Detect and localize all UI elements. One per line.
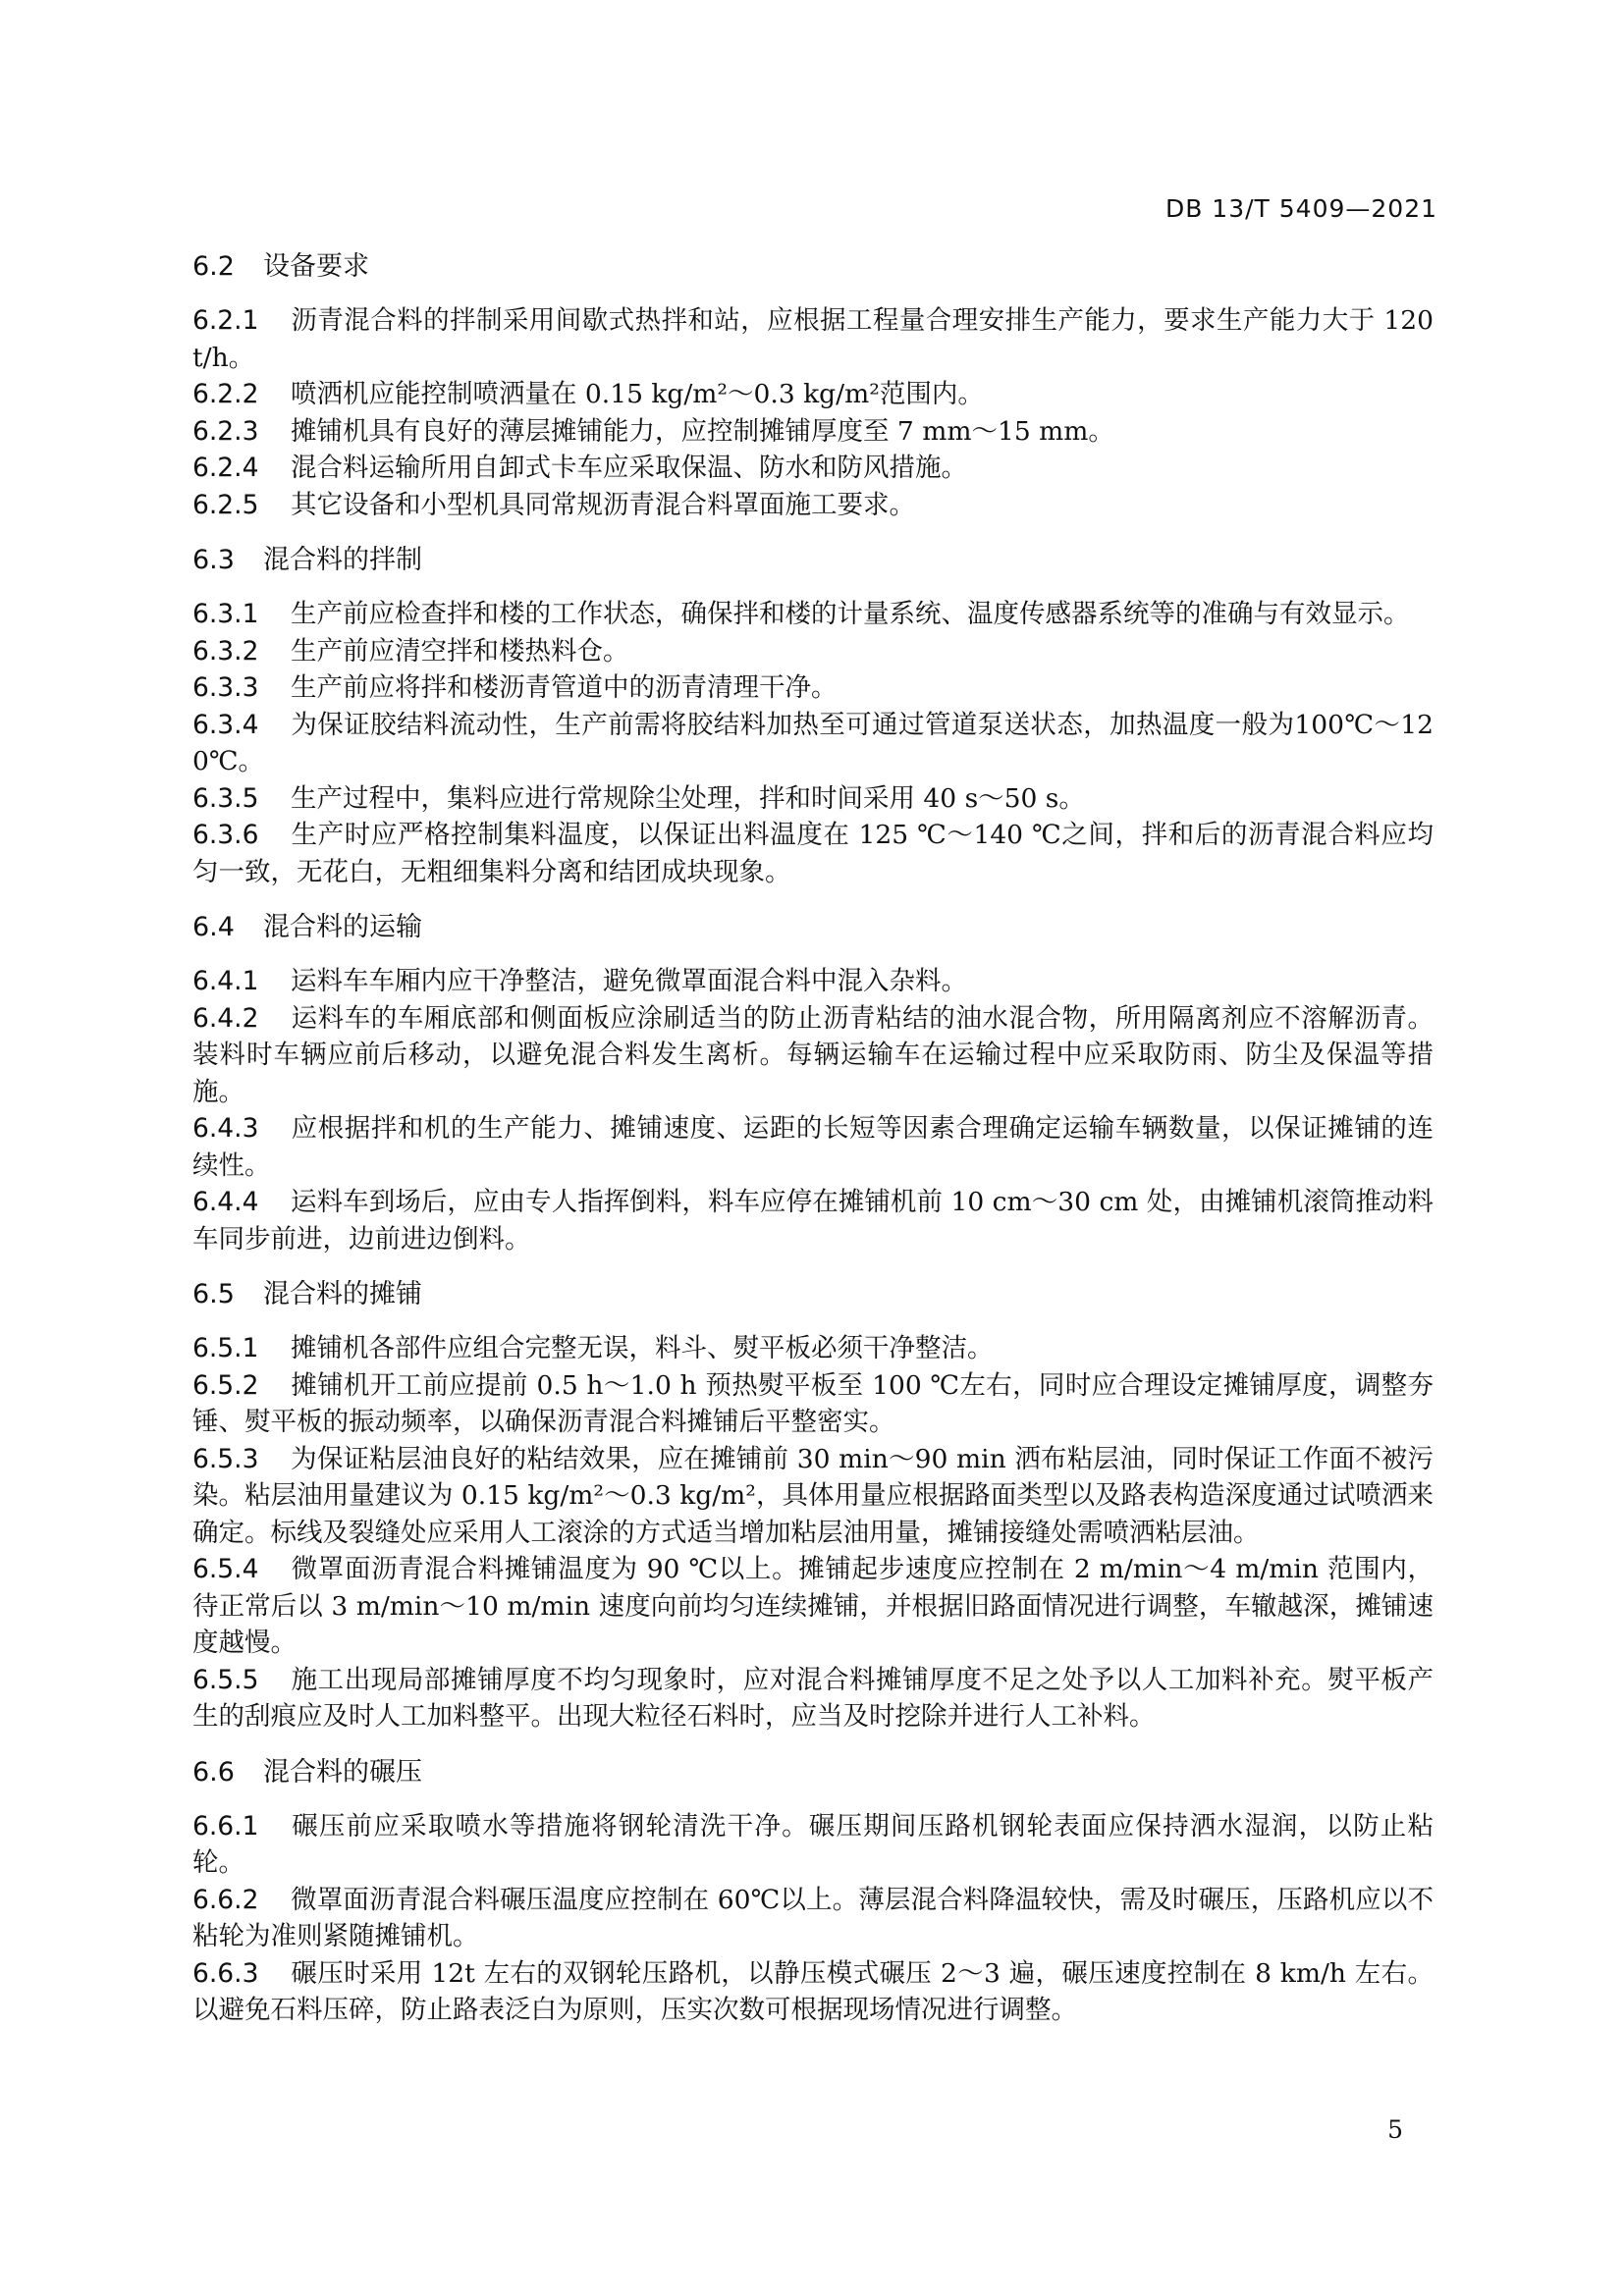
clause-number: 6.3.4 (192, 709, 259, 740)
section-heading (192, 906, 1434, 949)
clause-number: 6.5.4 (192, 1554, 259, 1584)
clause-number: 6.4.1 (192, 966, 259, 996)
clause-number: 6.5.2 (192, 1369, 259, 1401)
clause-text: 喷洒机应能控制喷洒量在 0.15 kg/m²～0.3 kg/m²范围内。 (291, 379, 984, 409)
clause (192, 1882, 1434, 1955)
section-number: 6.6 (192, 1756, 235, 1788)
clause-text: 微罩面沥青混合料摊铺温度为 90 ℃以上。摊铺起步速度应控制在 2 m/min～4 m/min 范围内，待正常后以 3 m/min～10 m/min 速度向前均匀连续摊铺，并根据旧路面情况进行调整，车辙越深，摊铺速度越慢。 (192, 1554, 1434, 1658)
section-title: 混合料的摊铺 (263, 1279, 422, 1309)
clause (192, 633, 1434, 670)
clause-text: 生产过程中，集料应进行常规除尘处理，拌和时间采用 40 s～50 s。 (291, 782, 1085, 814)
clause (192, 963, 1434, 1000)
clause (192, 780, 1434, 818)
clause-number: 6.3.5 (192, 782, 259, 814)
section-number: 6.5 (192, 1279, 235, 1309)
clause (192, 1551, 1434, 1662)
clause-text: 碾压前应采取喷水等措施将钢轮清洗干净。碾压期间压路机钢轮表面应保持洒水湿润，以防止粘轮。 (192, 1810, 1434, 1878)
clause-number: 6.2.1 (192, 305, 259, 336)
section-number: 6.4 (192, 912, 235, 942)
clause-text: 生产时应严格控制集料温度，以保证出料温度在 125 ℃～140 ℃之间，拌和后的沥青混合料应均匀一致，无花白，无粗细集料分离和结团成块现象。 (192, 820, 1434, 887)
clause-text: 为保证粘层油良好的粘结效果，应在摊铺前 30 min～90 min 洒布粘层油，同时保证工作面不被污染。粘层油用量建议为 0.15 kg/m²～0.3 kg/m²，具体用量应根据路面类型以及路表构造深度通过试喷洒来确定。标线及裂缝处应采用人工滚涂的方式适当增加粘层油用量，摊铺接缝处需喷洒粘层油。 (192, 1443, 1434, 1548)
clause-number: 6.3.2 (192, 635, 259, 667)
clause (192, 450, 1434, 487)
clause-text: 沥青混合料的拌制采用间歇式热拌和站，应根据工程量合理安排生产能力，要求生产能力大于 120 t/h。 (192, 305, 1434, 373)
clause-text: 混合料运输所用自卸式卡车应采取保温、防水和防风措施。 (291, 453, 967, 483)
clause (192, 1367, 1434, 1441)
section-title: 设备要求 (263, 251, 369, 282)
clause-number: 6.6.1 (192, 1810, 259, 1842)
clause (192, 1000, 1434, 1111)
clause-text: 施工出现局部摊铺厚度不均匀现象时，应对混合料摊铺厚度不足之处予以人工加料补充。熨平板产生的刮痕应及时人工加料整平。出现大粒径石料时，应当及时挖除并进行人工补料。 (192, 1664, 1434, 1732)
clause (192, 669, 1434, 707)
clause-number: 6.6.3 (192, 1957, 259, 1989)
clause-text: 摊铺机开工前应提前 0.5 h～1.0 h 预热熨平板至 100 ℃左右，同时应合理设定摊铺厚度，调整夯锤、熨平板的振动频率，以确保沥青混合料摊铺后平整密实。 (192, 1369, 1434, 1437)
clause (192, 1110, 1434, 1184)
clause (192, 596, 1434, 633)
section (192, 906, 1434, 1257)
clause-text: 运料车的车厢底部和侧面板应涂刷适当的防止沥青粘结的油水混合物，所用隔离剂应不溶解沥青。装料时车辆应前后移动，以避免混合料发生离析。每辆运输车在运输过程中应采取防雨、防尘及保温等措施。 (192, 1002, 1434, 1107)
clause-text: 摊铺机具有良好的薄层摊铺能力，应控制摊铺厚度至 7 mm～15 mm。 (291, 415, 1114, 447)
clause-number: 6.3.3 (192, 672, 259, 703)
clause-text: 运料车车厢内应干净整洁，避免微罩面混合料中混入杂料。 (291, 966, 967, 996)
clause-number: 6.5.1 (192, 1333, 259, 1363)
clause-text: 生产前应清空拌和楼热料仓。 (291, 635, 629, 667)
section (192, 1751, 1434, 2029)
section (192, 245, 1434, 523)
clause-number: 6.4.4 (192, 1187, 259, 1217)
section-heading (192, 245, 1434, 289)
clause-number: 6.2.3 (192, 415, 259, 447)
clause-number: 6.2.2 (192, 379, 259, 409)
clause-text: 生产前应检查拌和楼的工作状态，确保拌和楼的计量系统、温度传感器系统等的准确与有效显示。 (291, 599, 1410, 629)
clause (192, 1184, 1434, 1257)
clause-number: 6.4.2 (192, 1002, 259, 1034)
clause (192, 1441, 1434, 1552)
clause (192, 1808, 1434, 1882)
clause-text: 微罩面沥青混合料碾压温度应控制在 60℃以上。薄层混合料降温较快，需及时碾压，压路机应以不粘轮为准则紧随摊铺机。 (192, 1884, 1434, 1951)
section-number: 6.3 (192, 545, 235, 575)
clause (192, 487, 1434, 524)
clause-text: 生产前应将拌和楼沥青管道中的沥青清理干净。 (291, 672, 838, 703)
clause-text: 其它设备和小型机具同常规沥青混合料罩面施工要求。 (291, 489, 915, 520)
section-title: 混合料的运输 (263, 912, 422, 942)
section-title: 混合料的碾压 (263, 1756, 422, 1788)
section (192, 539, 1434, 890)
clause-number: 6.4.3 (192, 1113, 259, 1144)
clause (192, 413, 1434, 451)
section-heading (192, 1273, 1434, 1316)
clause-text: 碾压时采用 12t 左右的双钢轮压路机，以静压模式碾压 2～3 遍，碾压速度控制在 8 km/h 左右。以避免石料压碎，防止路表泛白为原则，压实次数可根据现场情况进行调整。 (192, 1957, 1434, 2025)
clause (192, 1955, 1434, 2029)
clause-number: 6.2.4 (192, 453, 259, 483)
clause (192, 1330, 1434, 1367)
clause (192, 707, 1434, 780)
clause-text: 摊铺机各部件应组合完整无误，料斗、熨平板必须干净整洁。 (291, 1333, 994, 1363)
page-number: 5 (1387, 2115, 1403, 2144)
clause-number: 6.5.3 (192, 1443, 259, 1474)
clause-number: 6.6.2 (192, 1884, 259, 1915)
clause-number: 6.3.1 (192, 599, 259, 629)
clause (192, 376, 1434, 413)
document-body (192, 245, 1434, 2029)
clause (192, 1662, 1434, 1735)
section-heading (192, 539, 1434, 582)
clause-number: 6.3.6 (192, 820, 259, 850)
clause (192, 302, 1434, 376)
section (192, 1273, 1434, 1735)
clause (192, 817, 1434, 890)
standard-code: DB 13/T 5409—2021 (1164, 194, 1437, 223)
clause-text: 应根据拌和机的生产能力、摊铺速度、运距的长短等因素合理确定运输车辆数量，以保证摊铺的连续性。 (192, 1113, 1434, 1181)
clause-number: 6.2.5 (192, 489, 259, 520)
clause-text: 运料车到场后，应由专人指挥倒料，料车应停在摊铺机前 10 cm～30 cm 处，由摊铺机滚筒推动料车同步前进，边前进边倒料。 (192, 1187, 1434, 1255)
section-heading (192, 1751, 1434, 1794)
section-title: 混合料的拌制 (263, 545, 422, 575)
section-number: 6.2 (192, 251, 235, 282)
clause-number: 6.5.5 (192, 1664, 259, 1695)
clause-text: 为保证胶结料流动性，生产前需将胶结料加热至可通过管道泵送状态，加热温度一般为100℃～120℃。 (192, 709, 1434, 776)
